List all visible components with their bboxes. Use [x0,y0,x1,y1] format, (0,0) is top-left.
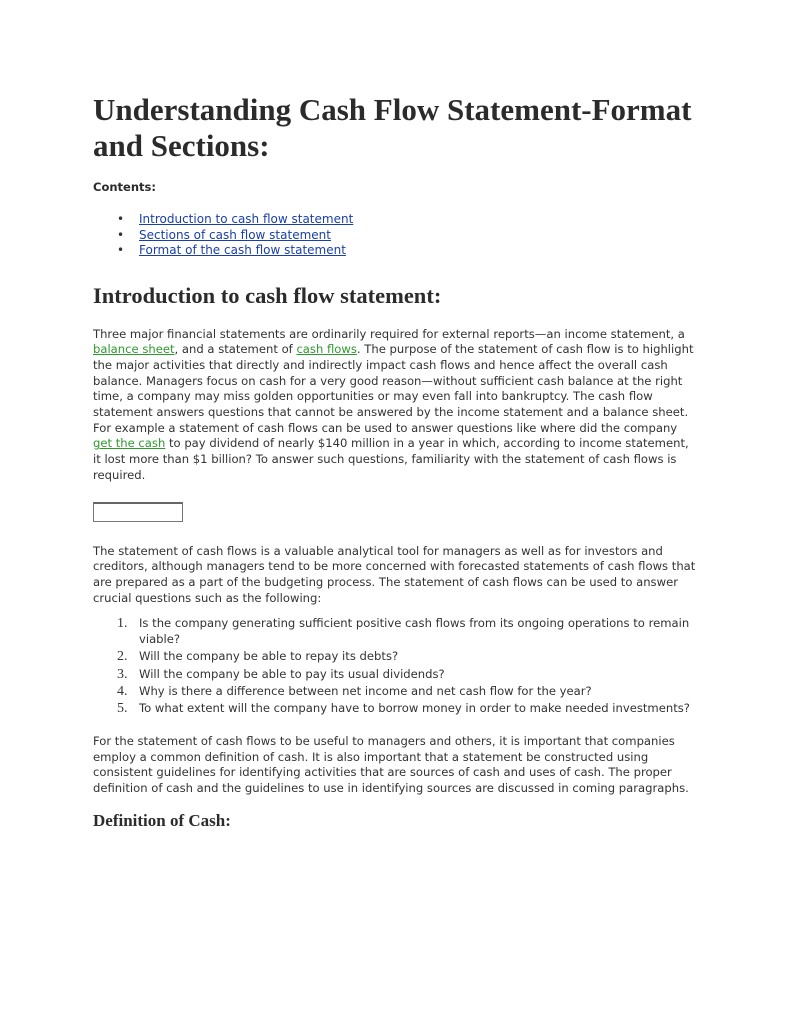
list-number: 3. [117,666,128,682]
bullet-icon: • [117,243,125,257]
text-run: , and a statement of [174,342,297,357]
intro-paragraph-2: The statement of cash flows is a valuable analytical tool for managers as well as for investors and creditors, although managers tend to be more concerned with forecasted statements of cash flows that are prepared as a part of the budgeting process. The statement of cash flows can be used to answer crucial questions such as the following: [93,543,696,605]
list-item-text: Will the company be able to pay its usual dividends? [139,666,445,681]
list-item-text: To what extent will the company have to borrow money in order to make needed investments? [139,701,690,716]
list-number: 4. [117,683,128,699]
text-run: . The purpose of the statement of cash flow is to highlight the major activities that directly and indirectly impact cash flows and hence affect the overall cash balance. Managers focus on cash for a very good reason—without sufficient cash balance at the right time, a company may miss golden opportunities or may even fall into bankruptcy. The cash flow statement answers questions that cannot be answered by the income statement and a balance sheet. For example a statement of cash flows can be used to answer questions like where did the company [93,342,694,435]
image-placeholder [93,502,183,522]
toc-item [117,243,699,259]
list-item-text: Why is there a difference between net income and net cash flow for the year? [139,683,592,698]
text-run: to pay dividend of nearly $140 million in a year in which, according to income statement, it lost more than $1 billion? To answer such questions, familiarity with the statement of cash flows is required. [93,436,689,482]
toc-item [117,212,699,228]
bullet-icon: • [117,227,125,242]
table-of-contents [93,212,699,259]
list-number: 5. [117,701,128,717]
list-number: 2. [117,649,128,665]
list-item [117,666,699,683]
list-item [117,683,699,700]
toc-link-introduction[interactable]: Introduction to cash flow statement [139,212,354,226]
page-title: Understanding Cash Flow Statement-Format and Sections: [93,92,692,163]
intro-paragraph-3: For the statement of cash flows to be useful to managers and others, it is important that companies employ a common definition of cash. It is also important that a statement be constructed using consistent guidelines for identifying activities that are sources of cash and uses of cash. The proper definition of cash and the guidelines to use in identifying sources are discussed in coming paragraphs. [93,733,689,796]
section-heading-definition-of-cash: Definition of Cash: [93,810,231,830]
list-number: 1. [117,616,128,632]
balance-sheet-link[interactable]: balance sheet [93,342,175,357]
list-item [117,616,699,647]
section-heading-introduction: Introduction to cash flow statement: [93,282,442,308]
document-page [93,92,699,831]
text-run: Three major financial statements are ordinarily required for external reports—an income statement, a [93,326,685,341]
cash-flows-link[interactable]: cash flows [296,342,357,357]
list-item [117,701,699,717]
questions-list [93,616,699,717]
toc-link-sections[interactable]: Sections of cash flow statement [139,227,331,242]
intro-paragraph-1 [93,327,699,484]
list-item-text: Will the company be able to repay its debts? [139,649,399,664]
bullet-icon: • [117,212,125,226]
toc-item [117,227,699,244]
contents-label: Contents: [93,180,156,194]
get-the-cash-link[interactable]: get the cash [93,436,166,451]
toc-link-format[interactable]: Format of the cash flow statement [139,243,346,257]
list-item-text: Is the company generating sufficient positive cash flows from its ongoing operations to remain viable? [139,616,690,647]
list-item [117,649,699,665]
